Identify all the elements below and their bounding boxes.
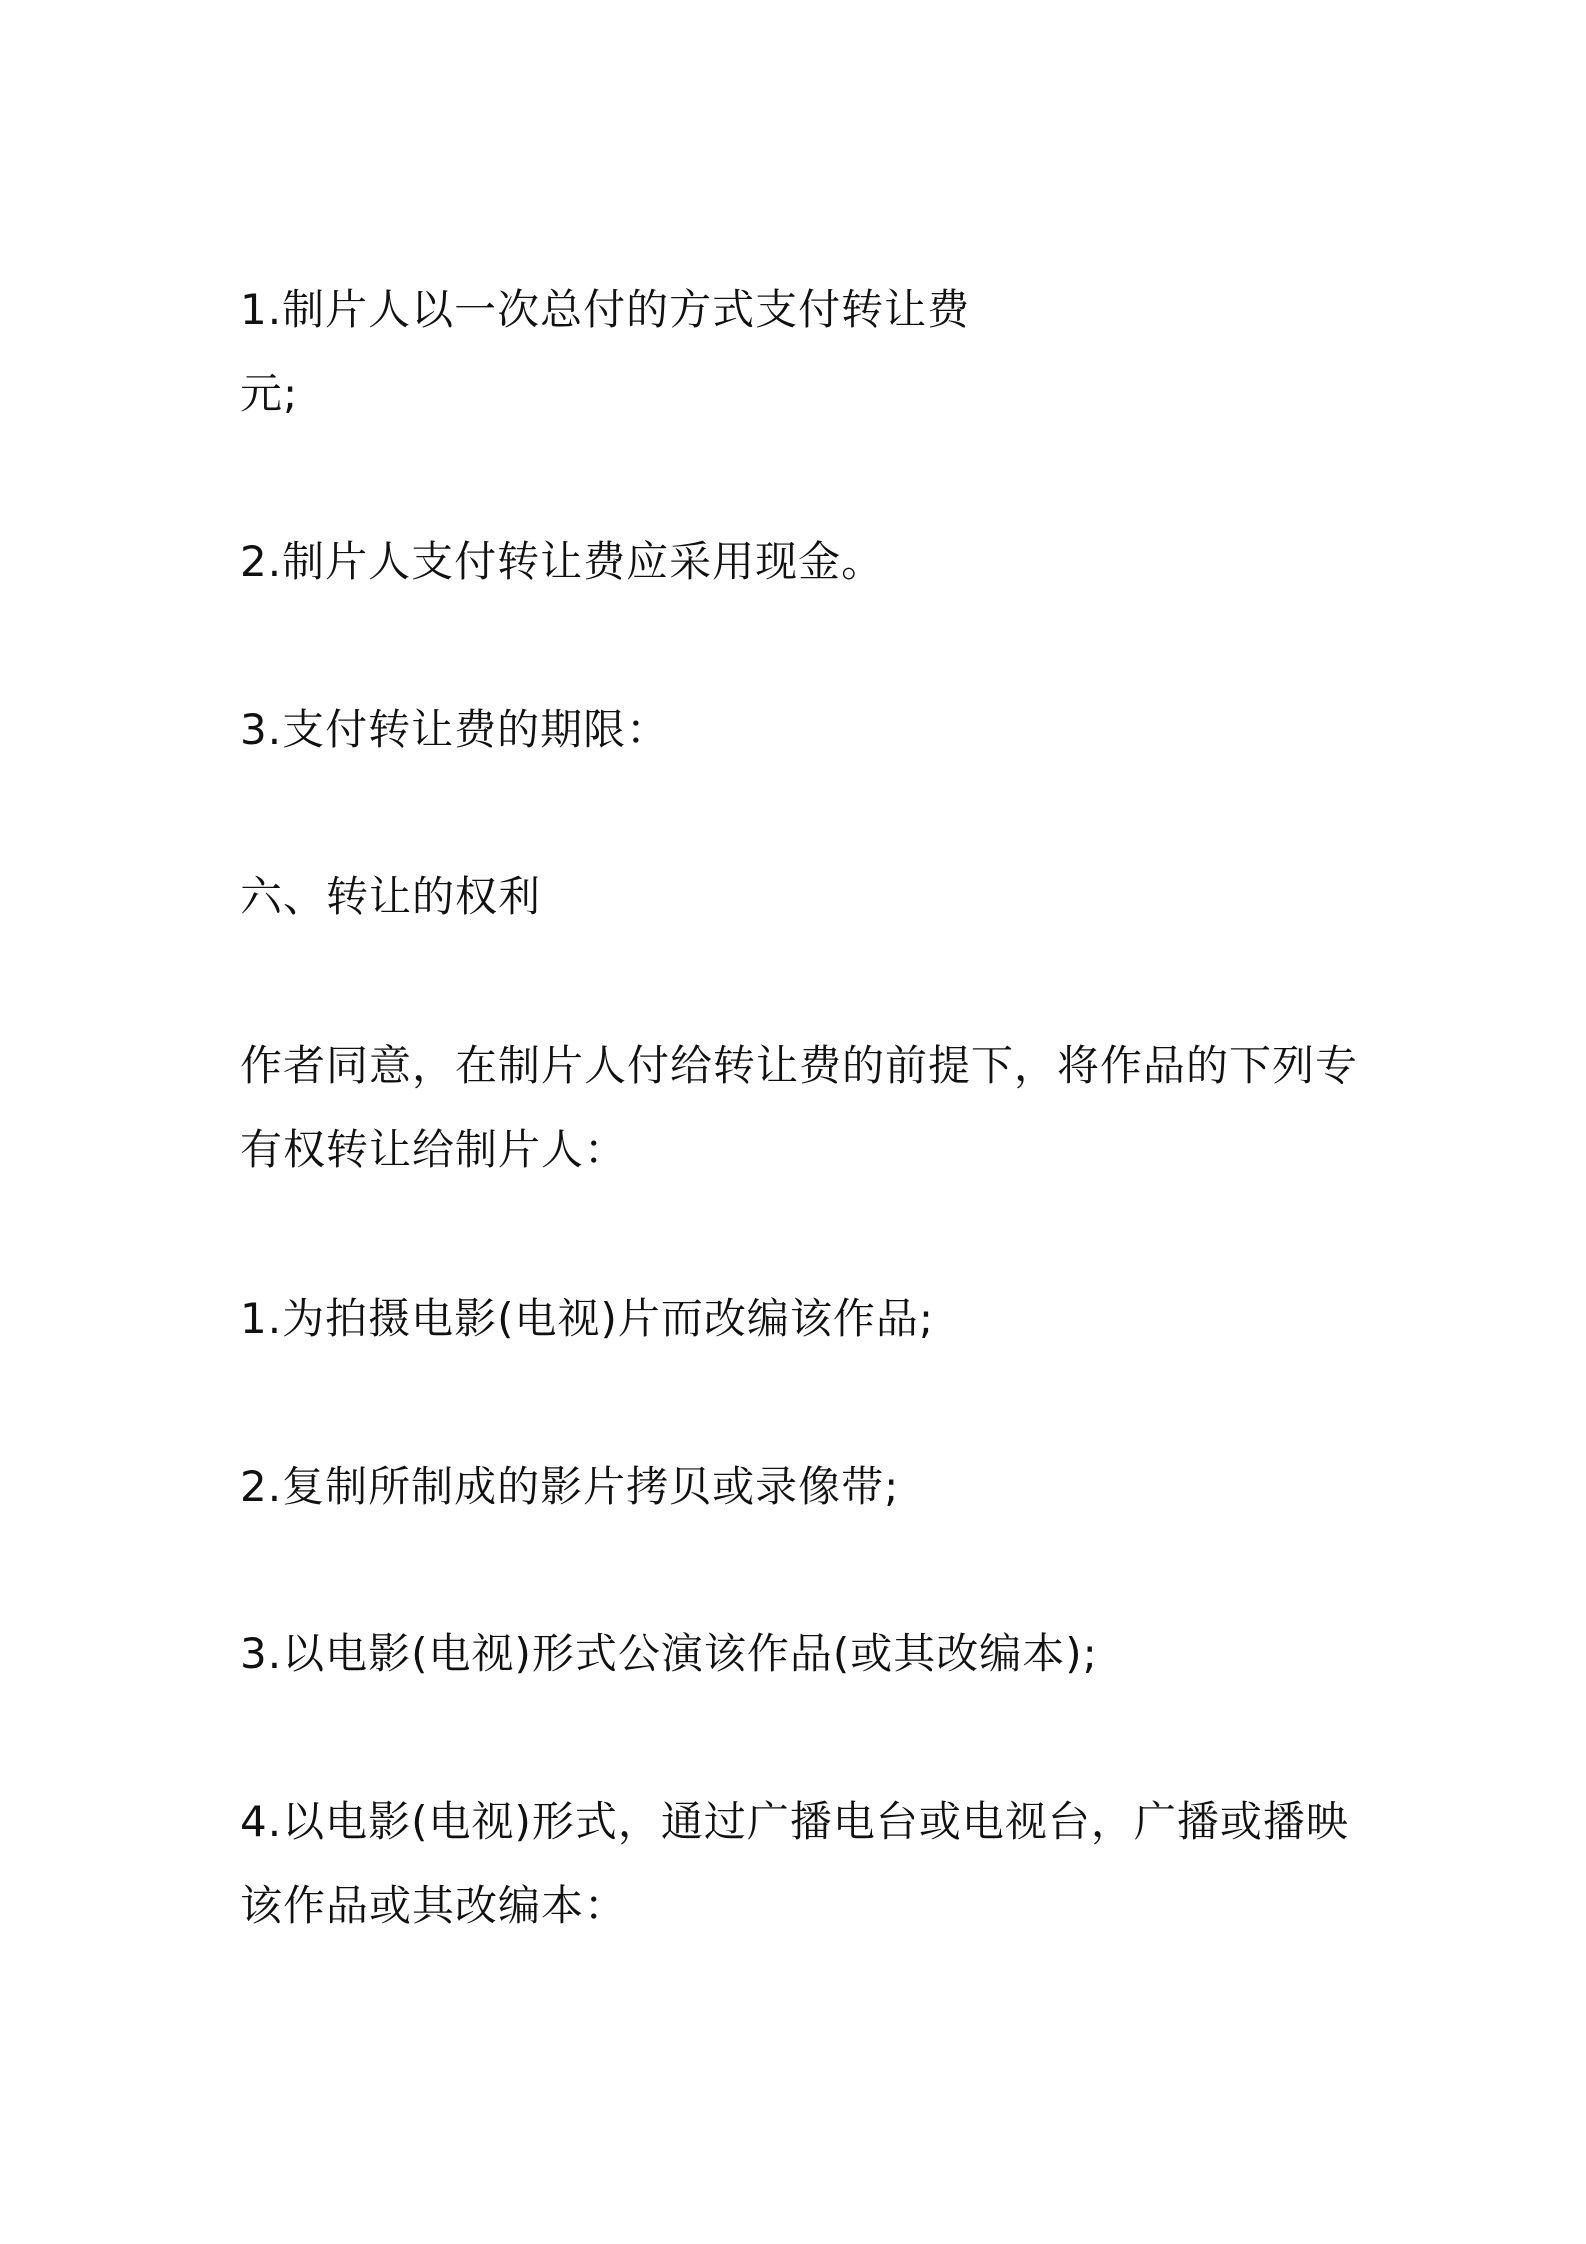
text-line: 1.制片人以一次总付的方式支付转让费 (240, 285, 971, 334)
rights-item-1 (240, 1277, 1360, 1361)
text-line: 4.以电影(电视)形式，通过广播电台或电视台，广播或播映 (240, 1797, 1349, 1846)
text-line: 2.复制所制成的影片拷贝或录像带; (240, 1462, 900, 1511)
rights-item-4 (240, 1780, 1360, 1948)
text-line: 作者同意，在制片人付给转让费的前提下，将作品的下列专 (240, 1041, 1359, 1090)
section-heading (240, 855, 1360, 939)
text-line: 该作品或其改编本： (240, 1881, 628, 1930)
text-line: 2.制片人支付转让费应采用现金。 (240, 537, 885, 586)
rights-intro (240, 1024, 1360, 1192)
payment-clause-3 (240, 688, 1360, 772)
rights-item-2 (240, 1445, 1360, 1529)
text-line: 1.为拍摄电影(电视)片而改编该作品; (240, 1294, 934, 1343)
payment-clause-1 (240, 268, 1360, 436)
text-line: 有权转让给制片人： (240, 1125, 628, 1174)
rights-item-3 (240, 1612, 1360, 1696)
text-line: 3.支付转让费的期限： (240, 705, 670, 754)
text-line: 六、转让的权利 (240, 872, 542, 921)
payment-clause-2 (240, 520, 1360, 604)
text-line: 元; (240, 369, 299, 418)
text-line: 3.以电影(电视)形式公演该作品(或其改编本); (240, 1629, 1098, 1678)
